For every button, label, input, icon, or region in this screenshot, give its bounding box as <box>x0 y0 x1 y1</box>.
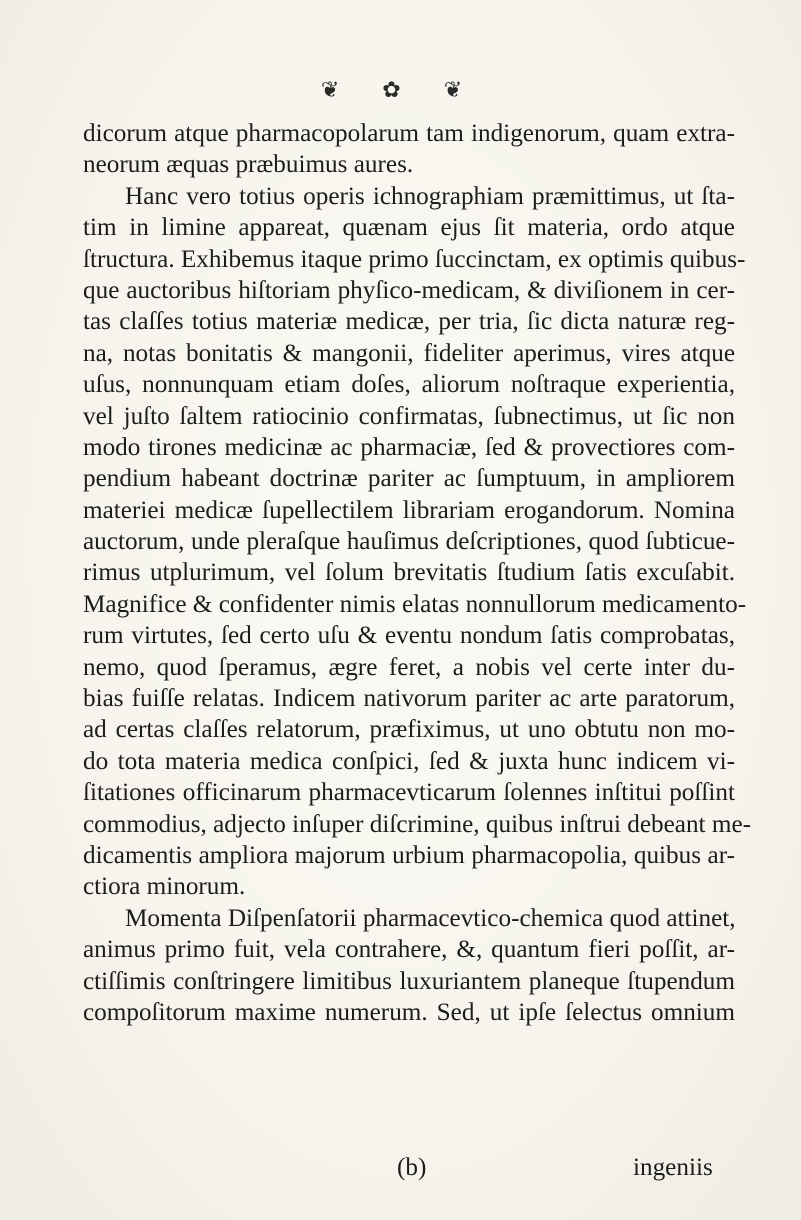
text-line: materiei medicæ ſupellectilem librariam erogandorum. Nomina <box>83 496 735 524</box>
text-line: tas claſſes totius materiæ medicæ, per tria, ſic dicta naturæ reg- <box>83 308 735 336</box>
catchword: ingeniis <box>633 1154 713 1181</box>
text-line: animus primo fuit, vela contrahere, &, quantum fieri poſſit, ar- <box>83 936 735 964</box>
text-line: ad certas claſſes relatorum, præfiximus, ut uno obtutu non mo- <box>83 716 735 744</box>
text-line: dicorum atque pharmacopolarum tam indigenorum, quam extra- <box>83 120 735 147</box>
text-line: pendium habeant doctrinæ pariter ac ſumptuum, in ampliorem <box>83 465 735 493</box>
text-line: nemo, quod ſperamus, ægre feret, a nobis vel certe inter du- <box>83 653 735 681</box>
text-line: Momenta Diſpenſatorii pharmacevtico-chemica quod attinet, <box>125 904 736 932</box>
text-line: ſtructura. Exhibemus itaque primo ſuccinctam, ex optimis quibus- <box>83 245 746 273</box>
body-text <box>83 118 752 1028</box>
text-line: ctiſſimis conſtringere limitibus luxuriantem planeque ſtupendum <box>83 967 735 995</box>
text-line: auctorum, unde pleraſque hauſimus deſcriptiones, quod ſubticue- <box>83 528 735 556</box>
signature-mark: (b) <box>397 1154 427 1181</box>
paragraph-1 <box>83 118 735 181</box>
text-line: Magnifice & confidenter nimis elatas nonnullorum medicamento- <box>83 590 747 618</box>
text-line: do tota materia medica conſpici, ſed & juxta hunc indicem vi- <box>83 747 735 775</box>
page-footer <box>0 1154 801 1186</box>
text-line: ctiora minorum. <box>83 873 246 901</box>
text-line: neorum æquas præbuimus aures. <box>83 151 414 179</box>
paragraph-2 <box>83 181 752 903</box>
text-line: compoſitorum maxime numerum. Sed, ut ipſe ſelectus omnium <box>83 998 735 1026</box>
text-line: na, notas bonitatis & mangonii, fideliter aperimus, vires atque <box>83 339 735 367</box>
text-line: vel juſto ſaltem ratiocinio confirmatas, ſubnectimus, ut ſic non <box>83 402 735 430</box>
paragraph-3 <box>83 903 735 1029</box>
text-line: que auctoribus hiſtoriam phyſico-medicam, & diviſionem in cer- <box>83 276 735 304</box>
text-line: rimus utplurimum, vel ſolum brevitatis ſtudium ſatis excuſabit. <box>83 559 735 587</box>
text-line: commodius, adjecto inſuper diſcrimine, quibus inſtrui debeant me- <box>83 810 752 838</box>
text-line: Hanc vero totius operis ichnographiam præmittimus, ut ſta- <box>125 182 735 210</box>
text-line: dicamentis ampliora majorum urbium pharmacopolia, quibus ar- <box>83 841 735 869</box>
text-line: bias fuiſſe relatas. Indicem nativorum pariter ac arte paratorum, <box>83 685 735 713</box>
text-line: modo tirones medicinæ ac pharmaciæ, ſed & provectiores com- <box>83 433 735 461</box>
printers-ornament: ❦ ✿ ❦ <box>320 78 481 103</box>
text-line: tim in limine appareat, quænam ejus ſit materia, ordo atque <box>83 214 735 242</box>
text-line: uſus, nonnunquam etiam doſes, aliorum noſtraque experientia, <box>83 371 735 399</box>
text-line: rum virtutes, ſed certo uſu & eventu nondum ſatis comprobatas, <box>83 622 735 650</box>
text-line: ſitationes officinarum pharmacevticarum ſolennes inſtitui poſſint <box>83 779 735 807</box>
